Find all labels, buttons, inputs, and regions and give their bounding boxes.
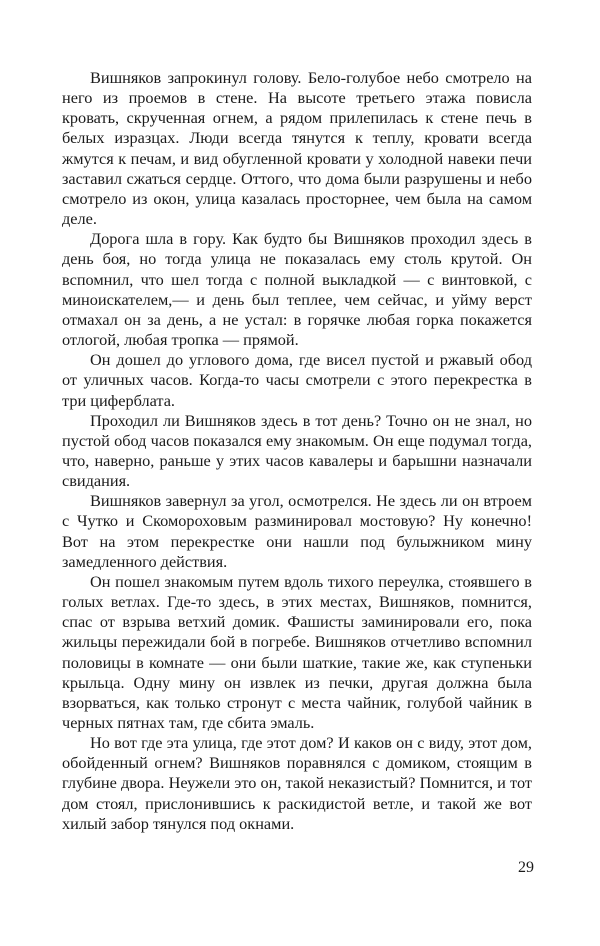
body-text (62, 68, 532, 834)
paragraph-2: Дорога шла в гору. Как будто бы Вишняков проходил здесь в день боя, но тогда улица не показалась ему столь крутой. Он вспомнил, что шел тогда с полной выкладкой — с винтовкой, с миноискателем,— и день был теплее, чем сейчас, и уйму верст отмахал он за день, а не устал: в горячке любая горка покажется отлогой, любая тропка — прямой. (62, 229, 532, 350)
paragraph-3: Он дошел до углового дома, где висел пустой и ржавый обод от уличных часов. Когда-то часы смотрели с этого перекрестка в три циферблата. (62, 350, 532, 410)
page-number: 29 (518, 859, 534, 876)
paragraph-4: Проходил ли Вишняков здесь в тот день? Точно он не знал, но пустой обод часов показался ему знакомым. Он еще подумал тогда, что, наверно, раньше у этих часов кавалеры и барышни назначали свидания. (62, 410, 532, 491)
paragraph-7: Но вот где эта улица, где этот дом? И каков он с виду, этот дом, обойденный огнем? Вишняков поравнялся с домиком, стоящим в глубине двора. Неужели это он, такой неказистый? Помнится, и тот дом стоял, прислонившись к раскидистой ветле, и такой же вот хилый забор тянулся под окнами. (62, 733, 532, 833)
paragraph-1: Вишняков запрокинул голову. Бело-голубое небо смотрело на него из проемов в стене. На высоте третьего этажа повисла кровать, скрученная огнем, а рядом прилепилась к стене печь в белых изразцах. Люди всегда тянутся к теплу, кровати всегда жмутся к печам, и вид обугленной кровати у холодной навеки печи заставил сжаться сердце. Оттого, что дома были разрушены и небо смотрело из окон, улица казалась просторнее, чем была на самом деле. (62, 68, 532, 229)
paragraph-5: Вишняков завернул за угол, осмотрелся. Не здесь ли он втроем с Чутко и Скомороховым разминировал мостовую? Ну конечно! Вот на этом перекрестке они нашли под булыжником мину замедленного действия. (62, 491, 532, 571)
paragraph-6: Он пошел знакомым путем вдоль тихого переулка, стоявшего в голых ветлах. Где-то здесь, в этих местах, Вишняков, помнится, спас от взрыва ветхий домик. Фашисты заминировали его, пока жильцы пережидали бой в погребе. Вишняков отчетливо вспомнил половицы в комнате — они были шаткие, такие же, как ступеньки крыльца. Одну мину он извлек из печки, другая должна была взорваться, как только стронут с места чайник, голубой чайник в черных пятнах там, где сбита эмаль. (62, 571, 532, 732)
